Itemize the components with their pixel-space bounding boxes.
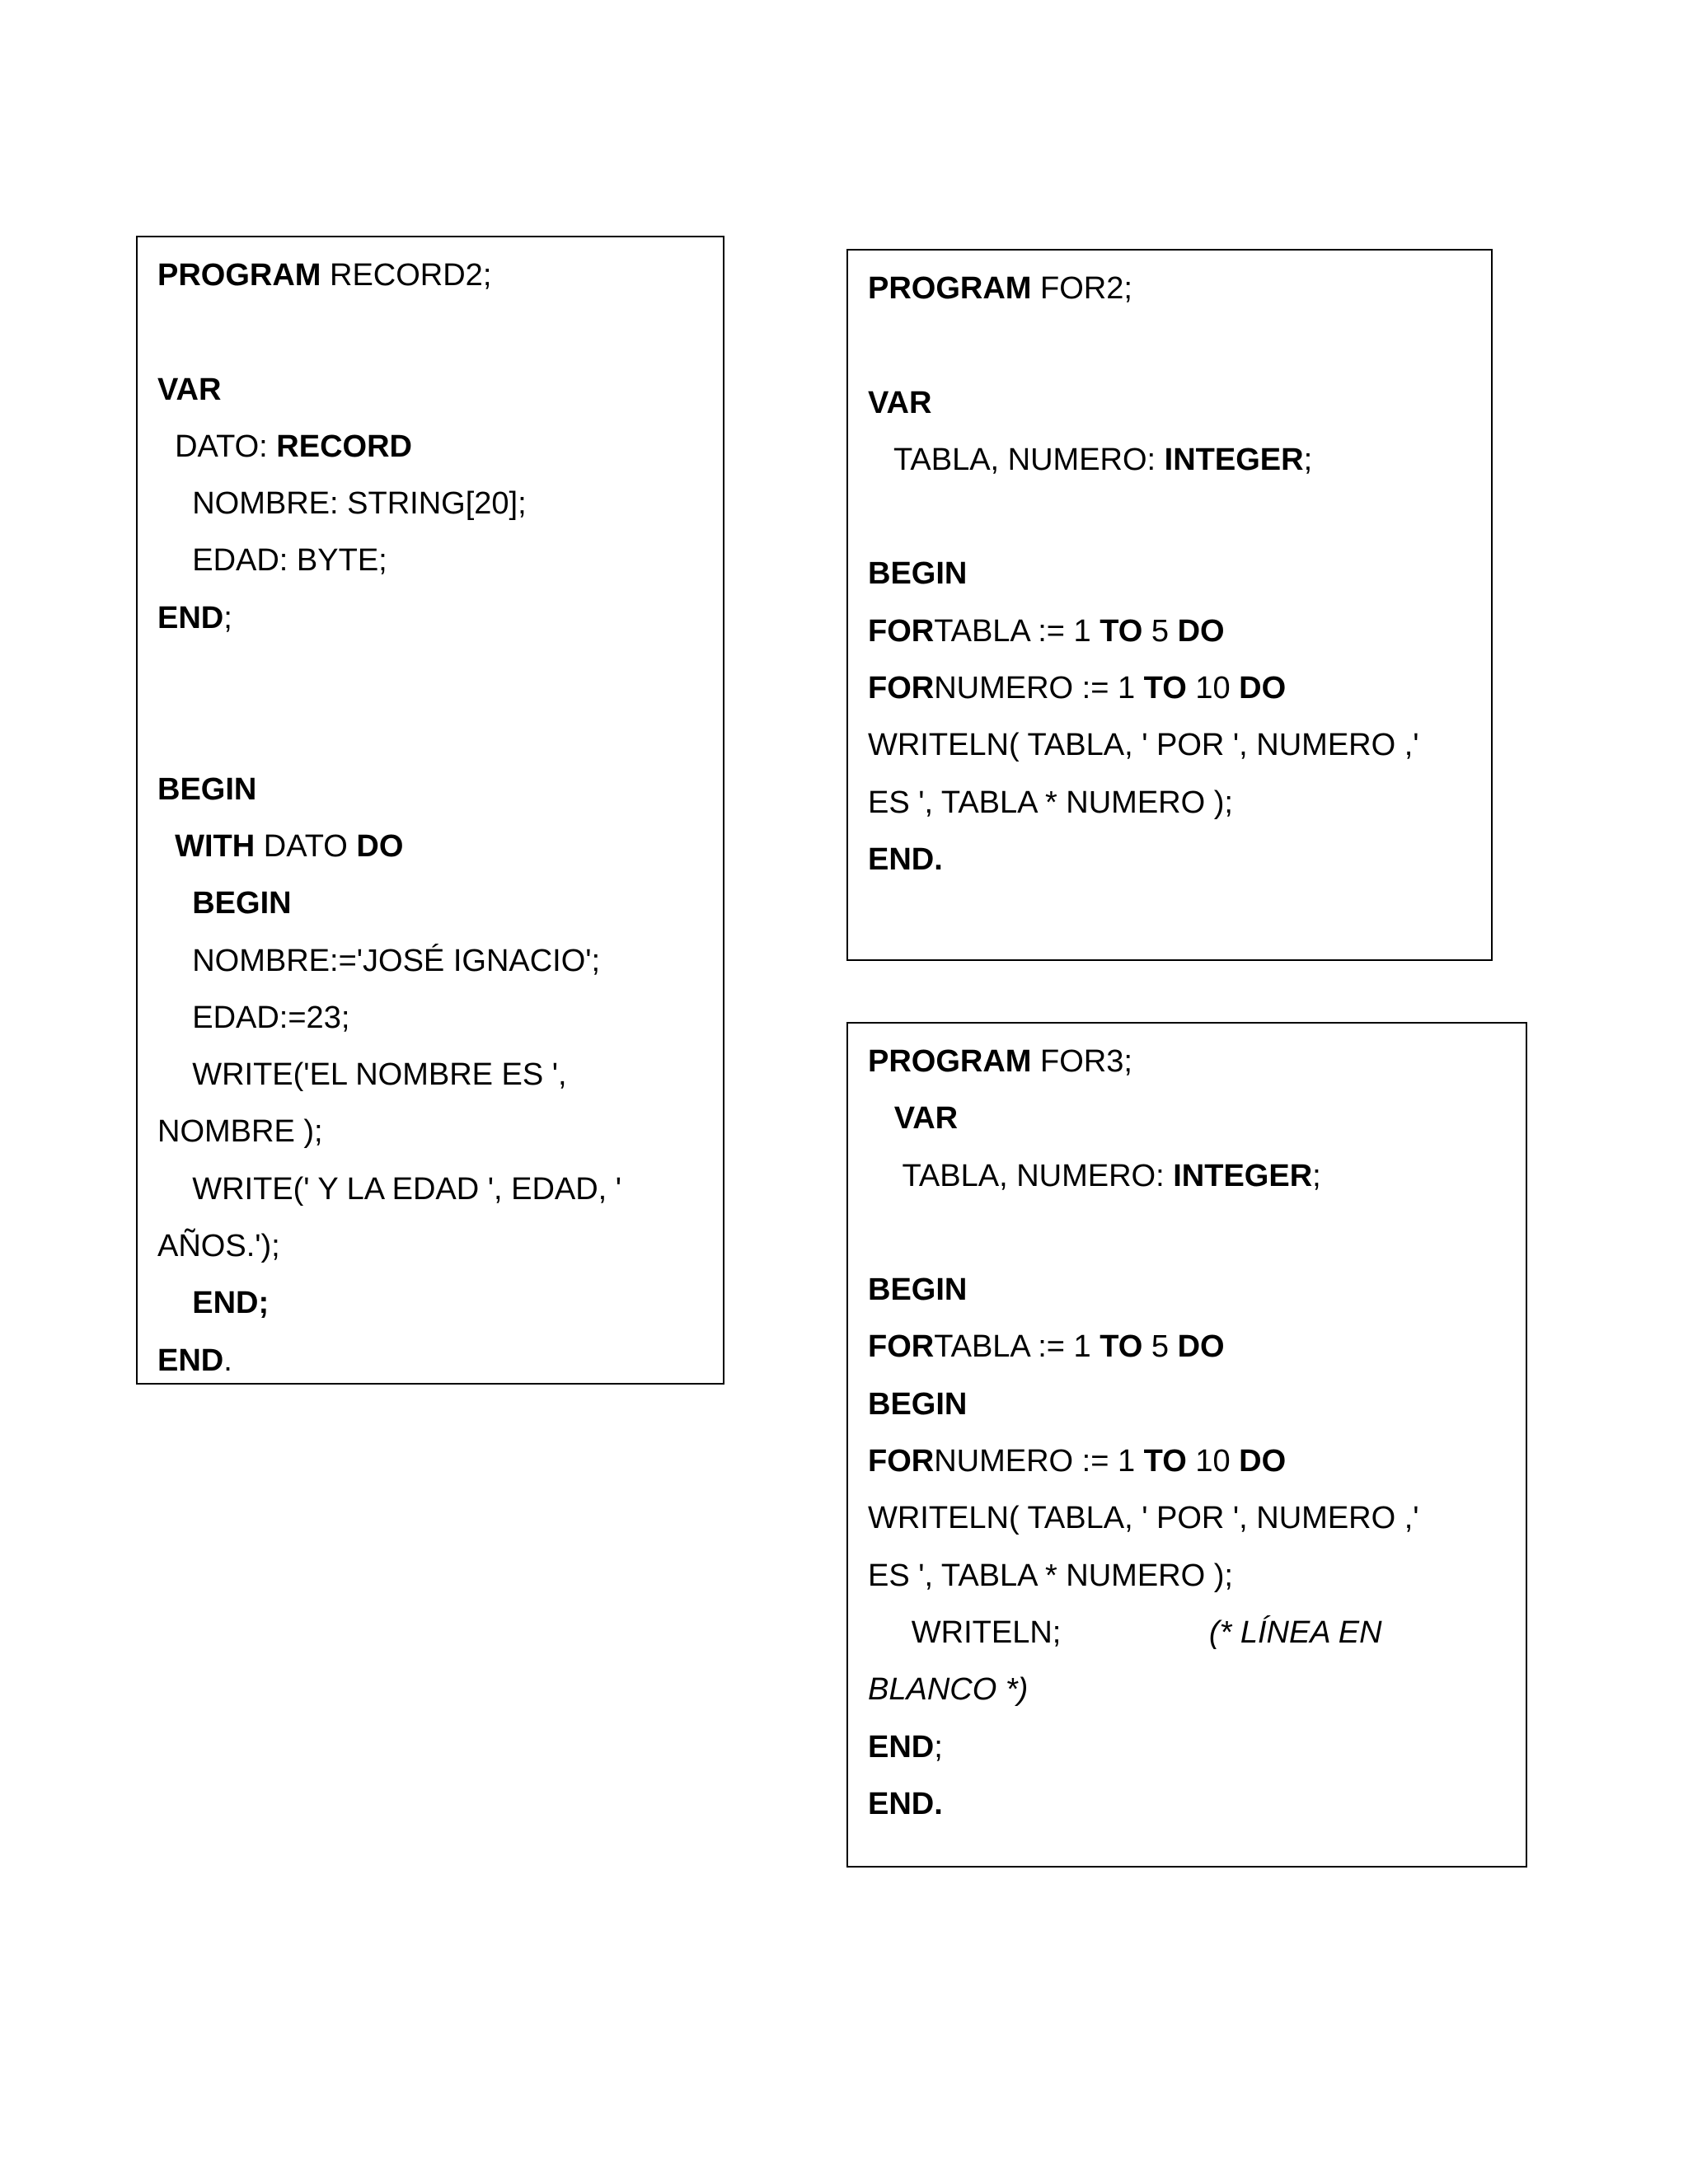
code-token: AÑOS.');	[157, 1229, 280, 1264]
code-line	[157, 1218, 703, 1275]
code-line	[868, 775, 1471, 832]
code-line	[157, 419, 703, 476]
code-line	[868, 1205, 1506, 1262]
code-line	[868, 832, 1471, 888]
code-token: FOR3;	[1031, 1044, 1132, 1079]
keyword-token: PROGRAM	[157, 258, 321, 293]
code-line	[868, 260, 1471, 317]
code-line	[157, 647, 703, 704]
code-token: TABLA := 1	[934, 613, 1100, 649]
keyword-token: DO	[356, 828, 404, 864]
code-box-program-for2	[846, 249, 1493, 961]
keyword-token: FOR	[868, 613, 935, 649]
comment-token: (* LÍNEA EN	[1208, 1615, 1382, 1650]
keyword-token: FOR	[868, 671, 935, 706]
code-line	[868, 1319, 1506, 1376]
keyword-token: END	[157, 1343, 224, 1378]
keyword-token: DO	[1177, 613, 1225, 649]
code-line	[157, 476, 703, 532]
code-line	[868, 1548, 1506, 1605]
code-token: RECORD2;	[321, 258, 492, 293]
keyword-token: TO	[1143, 1444, 1187, 1479]
code-token: WRITE(' Y LA EDAD ', EDAD, '	[157, 1171, 622, 1207]
code-line	[868, 660, 1471, 717]
code-line	[157, 590, 703, 647]
keyword-token: WITH	[175, 828, 256, 864]
code-line	[157, 304, 703, 361]
keyword-token: DO	[1177, 1329, 1225, 1365]
code-token: EDAD: BYTE;	[157, 543, 387, 579]
code-line	[157, 990, 703, 1047]
code-token: FOR2;	[1031, 271, 1132, 306]
code-line	[157, 875, 703, 932]
keyword-token: END	[157, 600, 224, 635]
code-token	[157, 886, 192, 921]
comment-token: BLANCO *)	[868, 1672, 1029, 1708]
code-line	[868, 603, 1471, 660]
code-token: WRITELN;	[868, 1615, 1209, 1650]
code-line	[868, 1033, 1506, 1090]
code-line	[868, 717, 1471, 774]
code-token: NUMERO := 1	[934, 671, 1144, 706]
code-token: .	[223, 1343, 232, 1378]
code-token: ;	[1303, 442, 1313, 477]
code-token: ;	[223, 600, 232, 635]
code-token	[868, 1101, 894, 1136]
code-line	[868, 432, 1471, 489]
keyword-token: END;	[192, 1286, 270, 1321]
keyword-token: PROGRAM	[868, 1044, 1032, 1079]
code-line	[868, 1490, 1506, 1547]
code-line	[868, 1376, 1506, 1433]
keyword-token: VAR	[157, 372, 222, 407]
keyword-token: VAR	[868, 385, 932, 420]
keyword-token: BEGIN	[868, 556, 968, 592]
code-line	[157, 1161, 703, 1218]
keyword-token: BEGIN	[157, 771, 257, 807]
code-line	[868, 1433, 1506, 1490]
code-line	[868, 1148, 1506, 1205]
code-line	[157, 1104, 703, 1160]
code-token: TABLA := 1	[934, 1329, 1100, 1365]
keyword-token: DO	[1239, 1444, 1287, 1479]
code-line	[868, 546, 1471, 602]
code-token: NOMBRE: STRING[20];	[157, 486, 527, 522]
code-token	[157, 1286, 192, 1320]
keyword-token: TO	[1100, 613, 1143, 649]
code-token: WRITE('EL NOMBRE ES ',	[157, 1057, 567, 1093]
code-token: 5	[1142, 613, 1178, 649]
code-token: ES ', TABLA * NUMERO );	[868, 785, 1233, 820]
code-line	[157, 818, 703, 875]
code-token: NOMBRE );	[157, 1114, 323, 1150]
code-line	[868, 1776, 1506, 1833]
keyword-token: PROGRAM	[868, 271, 1032, 306]
keyword-token: END.	[868, 1786, 943, 1821]
code-line	[868, 375, 1471, 432]
code-token: EDAD:=23;	[157, 1000, 350, 1035]
code-box-program-for3	[846, 1022, 1527, 1868]
code-token: ES ', TABLA * NUMERO );	[868, 1558, 1233, 1593]
code-line	[868, 1661, 1506, 1718]
code-line	[157, 1275, 703, 1332]
code-line	[157, 532, 703, 589]
keyword-token: VAR	[893, 1101, 959, 1137]
code-line	[157, 362, 703, 419]
code-token: DATO:	[157, 429, 277, 464]
code-line	[157, 1333, 703, 1390]
code-token: ;	[934, 1729, 943, 1765]
code-token: 5	[1142, 1329, 1178, 1365]
keyword-token: INTEGER	[1173, 1158, 1313, 1193]
keyword-token: TO	[1100, 1329, 1143, 1365]
keyword-token: BEGIN	[868, 1386, 968, 1422]
code-token: NOMBRE:='JOSÉ IGNACIO';	[157, 943, 601, 978]
code-box-program-record2	[136, 236, 724, 1385]
keyword-token: INTEGER	[1164, 442, 1304, 477]
keyword-token: TO	[1143, 671, 1187, 706]
code-line	[157, 247, 703, 304]
code-line	[868, 1262, 1506, 1319]
keyword-token: BEGIN	[868, 1272, 968, 1308]
keyword-token: RECORD	[276, 429, 412, 464]
keyword-token: BEGIN	[192, 886, 292, 921]
code-token: NUMERO := 1	[934, 1444, 1144, 1479]
code-line	[868, 1605, 1506, 1661]
code-line	[157, 933, 703, 990]
code-token	[157, 829, 175, 864]
code-token: ;	[1312, 1158, 1321, 1193]
keyword-token: FOR	[868, 1329, 935, 1365]
code-token: TABLA, NUMERO:	[868, 442, 1165, 477]
code-token: WRITELN( TABLA, ' POR ', NUMERO ,'	[868, 1501, 1419, 1536]
code-line	[157, 704, 703, 761]
code-token: DATO	[255, 828, 357, 864]
code-token: 10	[1186, 671, 1240, 706]
code-line	[868, 317, 1471, 374]
keyword-token: DO	[1239, 671, 1287, 706]
code-line	[868, 1090, 1506, 1147]
code-token: TABLA, NUMERO:	[868, 1158, 1174, 1193]
code-line	[868, 489, 1471, 546]
code-line	[157, 762, 703, 818]
code-token: 10	[1186, 1444, 1240, 1479]
keyword-token: FOR	[868, 1444, 935, 1479]
keyword-token: END	[868, 1729, 935, 1765]
code-line	[157, 1047, 703, 1104]
code-line	[868, 1719, 1506, 1776]
code-token: WRITELN( TABLA, ' POR ', NUMERO ,'	[868, 728, 1419, 763]
keyword-token: END.	[868, 841, 943, 877]
